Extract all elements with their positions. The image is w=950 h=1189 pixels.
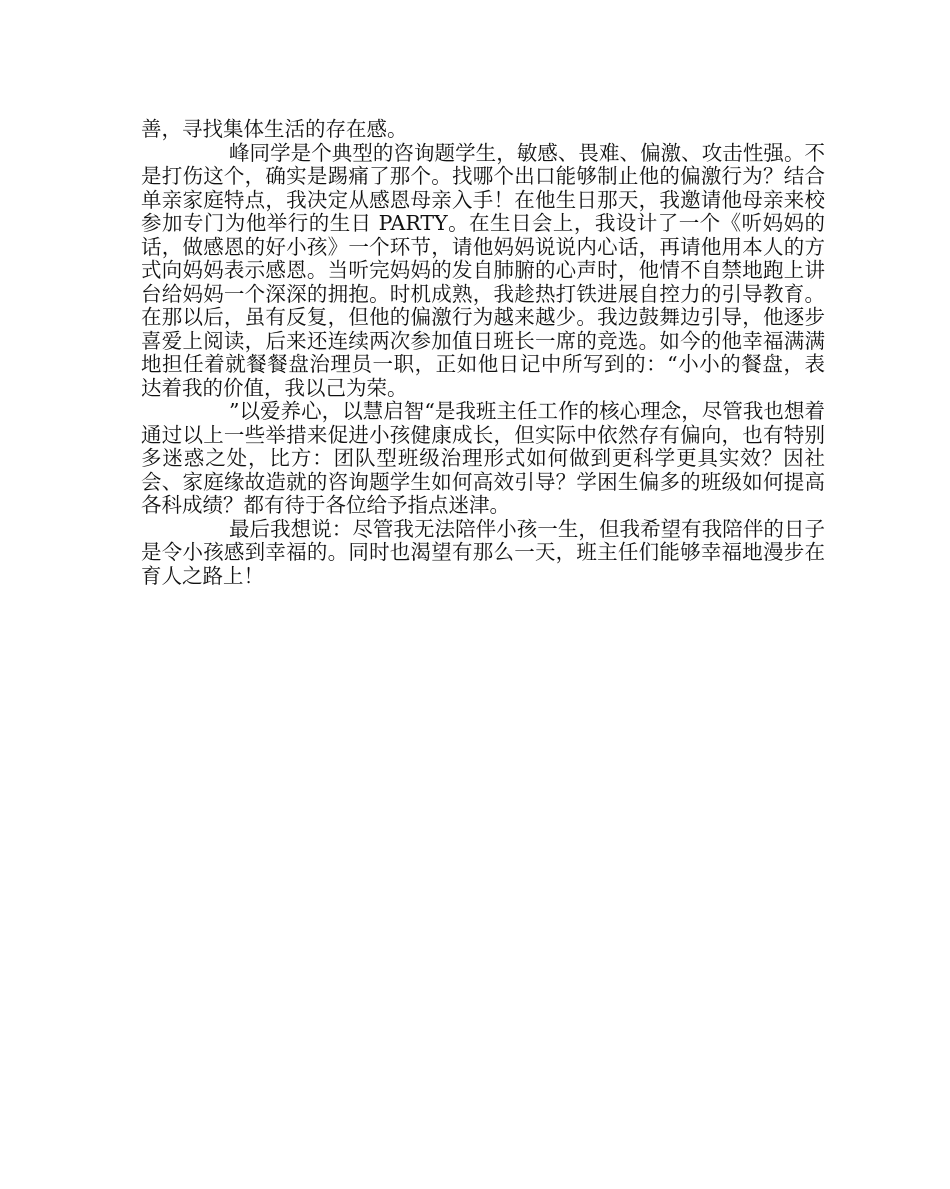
document-body <box>141 118 825 588</box>
paragraph-feng-student: 峰同学是个典型的咨询题学生，敏感、畏难、偏激、攻击性强。不是打伤这个，确实是踢痛了那个。找哪个出口能够制止他的偏激行为？结合单亲家庭特点，我决定从感恩母亲入手！在他生日那天，我邀请他母亲来校参加专门为他举行的生日 PARTY。在生日会上，我设计了一个《听妈妈的话，做感恩的好小孩》一个环节，请他妈妈说说内心话，再请他用本人的方式向妈妈表示感恩。当听完妈妈的发自肺腑的心声时，他情不自禁地跑上讲台给妈妈一个深深的拥抱。时机成熟，我趁热打铁进展自控力的引导教育。在那以后，虽有反复，但他的偏激行为越来越少。我边鼓舞边引导，他逐步喜爱上阅读，后来还连续两次参加值日班长一席的竞选。如今的他幸福满满地担任着就餐餐盘治理员一职，正如他日记中所写到的：“小小的餐盘，表达着我的价值，我以己为荣。 <box>141 140 825 400</box>
paragraph-closing: 最后我想说：尽管我无法陪伴小孩一生，但我希望有我陪伴的日子是令小孩感到幸福的。同时也渴望有那么一天，班主任们能够幸福地漫步在育人之路上！ <box>141 516 825 588</box>
paragraph-core-philosophy: ”以爱养心，以慧启智“是我班主任工作的核心理念，尽管我也想着通过以上一些举措来促进小孩健康成长，但实际中依然存有偏向，也有特别多迷惑之处，比方：团队型班级治理形式如何做到更科学更具实效？因社会、家庭缘故造就的咨询题学生如何高效引导？学困生偏多的班级如何提高各科成绩？都有待于各位给予指点迷津。 <box>141 399 825 517</box>
paragraph-continuation: 善，寻找集体生活的存在感。 <box>141 117 408 141</box>
